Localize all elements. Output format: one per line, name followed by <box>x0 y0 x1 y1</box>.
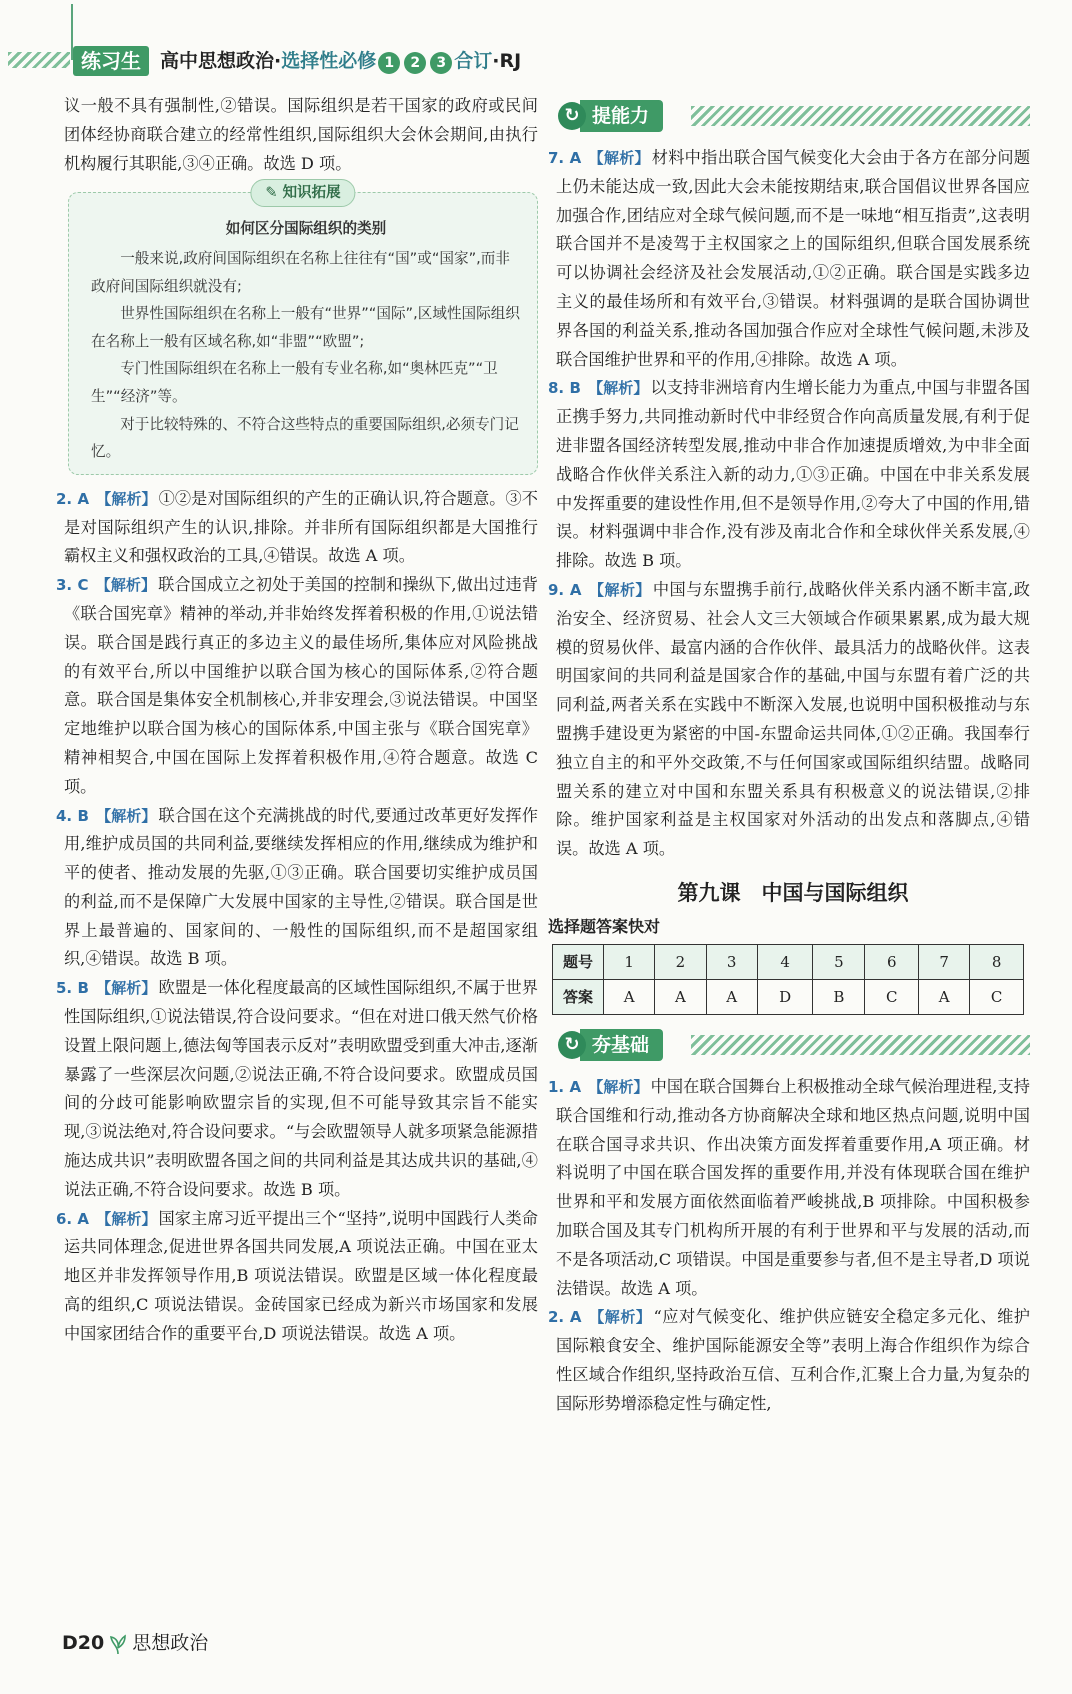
volume-number: 2 <box>404 52 426 74</box>
answer-item <box>56 974 538 1204</box>
answer-text: ①②是对国际组织的产生的正确认识,符合题意。③不是对国际组织产生的认识,排除。并非所有国际组织都是大国推行霸权主义和强权政治的工具,④错误。故选 A 项。 <box>64 488 538 566</box>
section-stripes <box>691 1035 1030 1055</box>
title-dot: · <box>492 50 500 72</box>
answer-text: “应对气候变化、维护供应链安全稳定多元化、维护国际粮食安全、维护国际能源安全等”表明上海合作组织作为综合性区域合作组织,坚持政治互信、互利合作,汇聚上合力量,为复杂的国际形势增添稳定性与确定性, <box>556 1307 1030 1413</box>
answer-item <box>56 802 538 975</box>
answer-item <box>56 571 538 801</box>
section-header-advanced <box>556 98 1030 138</box>
answer-text: 材料中指出联合国气候变化大会由于各方在部分问题上仍未能达成一致,因此大会未能按期结束,联合国倡议世界各国应加强合作,团结应对全球气候问题,而不是一味地“相互指责”,这表明联合国并不是凌驾于主权国家之上的国际组织,但联合国发展系统可以协调社会经济及社会发展活动,①②正确。联合国是实践多边主义的最佳场所和有效平台,③错误。材料强调的是联合国协调世界各国的利益关系,推动各国加强合作应对全球性气候问题,未涉及联合国维护世界和平的作用,④排除。故选 A 项。 <box>556 148 1031 369</box>
table-cell: D <box>757 979 813 1014</box>
question-number: 1. A <box>548 1077 582 1096</box>
answer-text: 中国在联合国舞台上积极推动全球气候治理进程,支持联合国维和行动,推动各方协商解决全球和地区热点问题,说明中国在联合国寻求共识、作出决策方面发挥着重要作用,A 项正确。材料说明了中国在联合国发挥的重要作用,并没有体现联合国在维护世界和平和发展方面依然面临着严峻挑战,B 项排除。中国积极参加联合国及其专门机构所开展的有利于世界和平与发展的活动,而不是各项活动,C 项错误。中国是重要参与者,但不是主导者,D 项说法错误。故选 A 项。 <box>556 1076 1030 1298</box>
knowledge-paragraph: 一般来说,政府间国际组织在名称上往往有“国”或“国家”,而非政府间国际组织就没有; <box>91 249 510 295</box>
analysis-tag: 【解析】 <box>589 1308 652 1327</box>
analysis-tag: 【解析】 <box>96 979 157 998</box>
refresh-icon: ↻ <box>558 102 586 130</box>
table-row <box>553 979 1024 1014</box>
subject-name: 思想政治 <box>132 1632 209 1654</box>
quick-answer-title: 选择题答案快对 <box>548 916 661 936</box>
answer-item <box>548 576 1030 864</box>
section-title: 提能力 <box>580 100 663 132</box>
continued-paragraph: 议一般不具有强制性,②错误。国际组织是若干国家的政府或民间团体经协商联合建立的经常性组织,国际组织大会休会期间,由执行机构履行其职能,③④正确。故选 D 项。 <box>64 96 538 173</box>
table-cell: 5 <box>813 944 865 979</box>
table-cell: C <box>970 979 1024 1014</box>
answer-item <box>548 374 1030 576</box>
knowledge-paragraph: 对于比较特殊的、不符合这些特点的重要国际组织,必须专门记忆。 <box>91 415 519 461</box>
question-number: 8. B <box>548 379 581 398</box>
table-cell: 6 <box>865 944 919 979</box>
answer-text: 中国与东盟携手前行,战略伙伴关系内涵不断丰富,政治安全、经济贸易、社会人文三大领域合作硕果累累,成为最大规模的贸易伙伴、最富内涵的合作伙伴、最具活力的战略伙伴。这表明国家间的共同利益是国家合作的基础,中国与东盟有着广泛的共同利益,两者关系在实践中不断深入发展,也说明中国积极推动与东盟携手建设更为紧密的中国-东盟命运共同体,①②正确。我国奉行独立自主的和平外交政策,不与任何国家或国际组织结盟。战略同盟关系的建立对中国和东盟关系具有积极意义的说法错误,②排除。维护国家利益是主权国家对外活动的出发点和落脚点,④错误。故选 A 项。 <box>556 579 1030 859</box>
page-number: D20 <box>62 1632 105 1654</box>
question-number: 3. C <box>56 576 89 595</box>
answer-text: 国家主席习近平提出三个“坚持”,说明中国践行人类命运共同体理念,促进世界各国共同发展,A 项说法正确。中国在亚太地区并非发挥领导作用,B 项说法错误。欧盟是区域一体化程度最高的组织,C 项说法错误。金砖国家已经成为新兴市场国家和发展中国家团结合作的重要平台,D 项说法错误。故选 A 项。 <box>64 1208 538 1343</box>
table-cell: A <box>706 979 757 1014</box>
question-number: 7. A <box>548 149 582 167</box>
section-title: 夯基础 <box>580 1029 663 1061</box>
section-header-basics <box>556 1027 1030 1067</box>
edition-label: RJ <box>499 50 522 72</box>
volume-number: 3 <box>430 52 452 74</box>
answer-item <box>56 485 538 571</box>
answer-item <box>56 1205 538 1349</box>
knowledge-paragraph: 专门性国际组织在名称上一般有专业名称,如“奥林匹克”“卫生”“经济”等。 <box>91 360 498 405</box>
table-row-label: 题号 <box>553 944 604 979</box>
answer-item <box>548 144 1031 374</box>
answer-text: 以支持非洲培育内生增长能力为重点,中国与非盟各国正携手努力,共同推动新时代中非经贸合作向高质量发展,有利于促进非盟各国经济转型发展,推动中非合作加速提质增效,为中非全面战略合作伙伴关系注入新的动力,①③正确。中国在中非关系发展中发挥重要的建设性作用,但不是领导作用,②夸大了中国的作用,错误。材料强调中非合作,没有涉及南北合作和全球伙伴关系发展,④排除。故选 B 项。 <box>556 378 1030 571</box>
question-number: 4. B <box>56 806 89 825</box>
table-row <box>553 944 1024 979</box>
answer-item <box>548 1073 1030 1303</box>
table-cell: A <box>604 979 655 1014</box>
table-cell: A <box>655 979 706 1014</box>
table-cell: 3 <box>706 944 757 979</box>
volume-number: 1 <box>378 52 400 74</box>
analysis-tag: 【解析】 <box>588 1077 649 1096</box>
question-number: 2. A <box>548 1308 582 1327</box>
knowledge-paragraph: 世界性国际组织在名称上一般有“世界”“国际”,区域性国际组织在名称上一般有区域名称,如“非盟”“欧盟”; <box>91 305 520 350</box>
analysis-tag: 【解析】 <box>588 379 649 398</box>
table-cell: B <box>813 979 865 1014</box>
analysis-tag: 【解析】 <box>96 489 157 508</box>
right-column <box>548 92 1031 1418</box>
title-tail: 合订 <box>454 50 493 72</box>
title-main: 高中思想政治 <box>160 50 275 72</box>
analysis-tag: 【解析】 <box>588 149 650 167</box>
knowledge-box-title: 如何区分国际组织的类别 <box>225 220 387 238</box>
lesson-title: 第九课 中国与国际组织 <box>677 880 909 905</box>
question-number: 5. B <box>56 979 89 998</box>
page-footer <box>62 1628 208 1658</box>
answer-item <box>548 1303 1030 1418</box>
leaf-icon <box>110 1634 126 1654</box>
knowledge-box <box>68 185 538 474</box>
bulb-icon: ✎ <box>265 185 283 202</box>
title-sub: 选择性必修 <box>281 50 377 72</box>
book-title <box>160 46 521 76</box>
analysis-tag: 【解析】 <box>589 580 651 599</box>
table-row-label: 答案 <box>553 979 604 1014</box>
quick-answer-table <box>552 944 1024 1015</box>
title-dot: · <box>274 50 282 72</box>
question-number: 2. A <box>56 489 90 508</box>
series-badge: 练习生 <box>73 46 149 76</box>
table-cell: 8 <box>970 944 1024 979</box>
header-stripes <box>8 52 70 68</box>
page-header <box>0 0 1072 80</box>
question-number: 6. A <box>56 1209 90 1228</box>
table-cell: 1 <box>604 944 655 979</box>
table-cell: 7 <box>919 944 970 979</box>
left-column <box>56 92 538 1349</box>
table-cell: 4 <box>757 944 813 979</box>
table-cell: A <box>919 979 970 1014</box>
table-cell: 2 <box>655 944 706 979</box>
refresh-icon: ↻ <box>558 1031 586 1059</box>
knowledge-box-label: ✎ 知识拓展 <box>250 179 355 207</box>
answer-text: 联合国在这个充满挑战的时代,要通过改革更好发挥作用,维护成员国的共同利益,要继续发挥相应的作用,继续成为维护和平的使者、推动发展的先驱,①③正确。联合国要切实维护成员国的利益,而不是保障广大发展中国家的主导性,②错误。联合国是世界上最普遍的、国家间的、一般性的国际组织,而不是超国家组织,④错误。故选 B 项。 <box>64 805 538 969</box>
analysis-tag: 【解析】 <box>95 576 157 595</box>
answer-text: 欧盟是一体化程度最高的区域性国际组织,不属于世界性国际组织,①说法错误,符合设问要求。“但在对进口俄天然气价格设置上限问题上,德法匈等国表示反对”表明欧盟受到重大冲击,逐渐暴露了一些深层次问题,②说法正确,不符合设问要求。欧盟成员国间的分歧可能影响欧盟宗旨的实现,但不可能导致其宗旨不能实现,③说法绝对,符合设问要求。“与会欧盟领导人就多项紧急能源措施达成共识”表明欧盟各国之间的共同利益是其达成共识的基础,④说法正确,不符合设问要求。故选 B 项。 <box>64 978 538 1199</box>
answer-text: 联合国成立之初处于美国的控制和操纵下,做出过违背《联合国宪章》精神的举动,并非始终发挥着积极的作用,①说法错误。联合国是践行真正的多边主义的最佳场所,集体应对风险挑战的有效平台,所以中国维护以联合国为核心的国际体系,②符合题意。联合国是集体安全机制核心,并非安理会,③说法错误。中国坚定地维护以联合国为核心的国际体系,中国主张与《联合国宪章》精神相契合,中国在国际上发挥着积极作用,④符合题意。故选 C 项。 <box>64 575 538 796</box>
analysis-tag: 【解析】 <box>96 806 157 825</box>
question-number: 9. A <box>548 580 582 599</box>
section-stripes <box>691 106 1030 126</box>
table-cell: C <box>865 979 919 1014</box>
analysis-tag: 【解析】 <box>96 1209 157 1228</box>
